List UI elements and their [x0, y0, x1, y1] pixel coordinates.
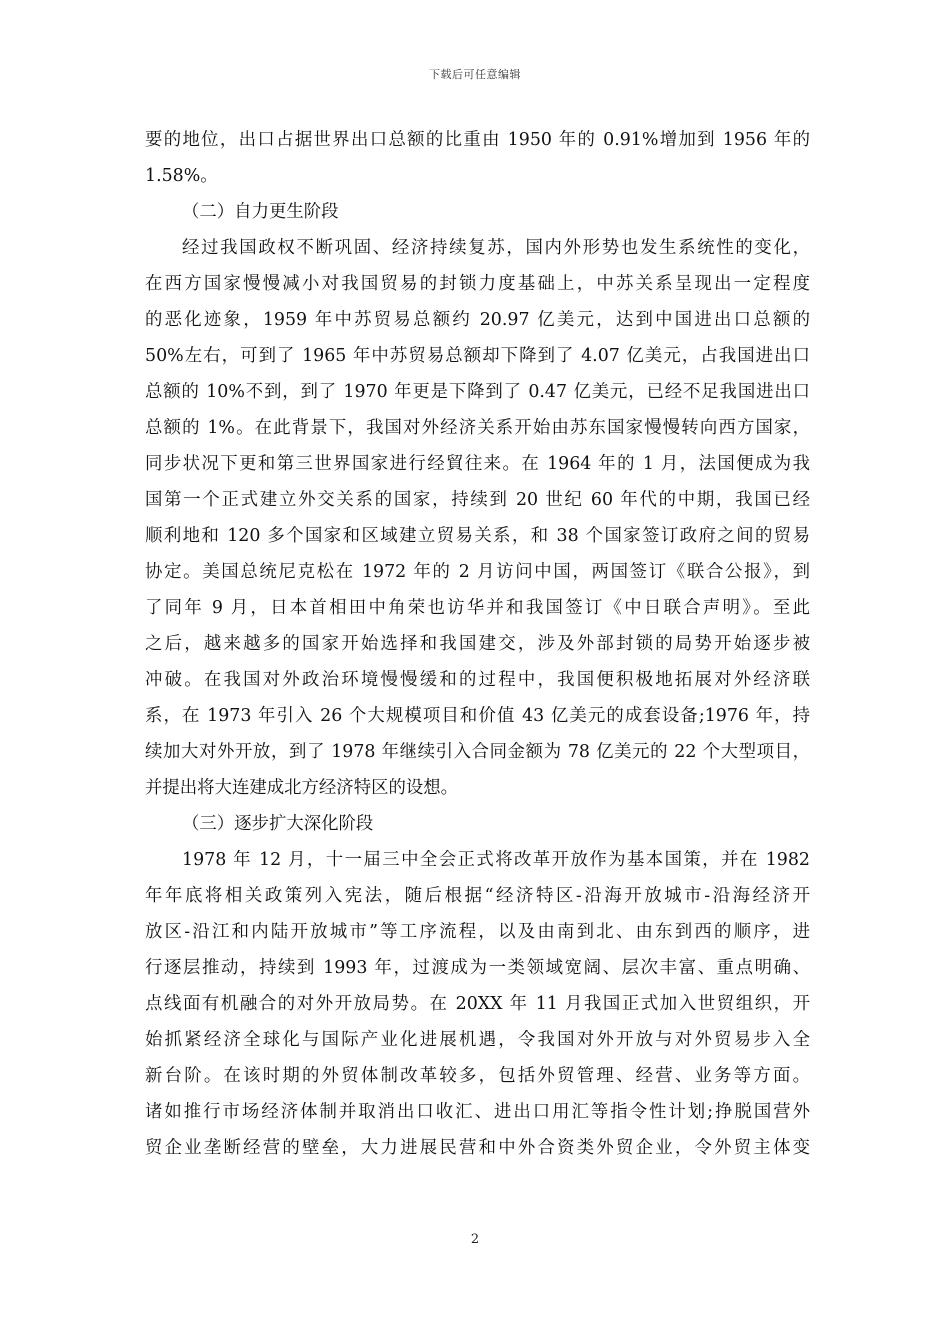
- text-line: 续加大对外开放，到了 1978 年继续引入合同金额为 78 亿美元的 22 个大型项目，: [145, 742, 810, 762]
- text-line: 并提出将大连建成北方经济特区的设想。: [145, 778, 459, 798]
- text-line: 同步状况下更和第三世界国家进行经貿往来。在 1964 年的 1 月，法国便成为我: [145, 454, 810, 474]
- text-line: 冲破。在我国对外政治环境慢慢缓和的过程中，我国便积极地拓展对外经济联: [145, 670, 810, 690]
- section-heading: （三）逐步扩大深化阶段: [182, 814, 374, 834]
- text-line: 总额的 1%。在此背景下，我国对外经济关系开始由苏东国家慢慢转向西方国家，: [145, 418, 810, 438]
- text-line: 行逐层推动，持续到 1993 年，过渡成为一类领域宽阔、层次丰富、重点明确、: [145, 958, 810, 978]
- text-line: 国第一个正式建立外交关系的国家，持续到 20 世纪 60 年代的中期，我国已经: [145, 490, 810, 510]
- text-line: 1978 年 12 月，十一届三中全会正式将改革开放作为基本国策，并在 1982: [182, 850, 810, 870]
- section-heading: （二）自力更生阶段: [182, 202, 339, 222]
- text-line: 之后，越来越多的国家开始选择和我国建交，涉及外部封锁的局势开始逐步被: [145, 634, 810, 654]
- text-line: 1.58%。: [145, 166, 218, 186]
- text-line: 顺利地和 120 多个国家和区域建立贸易关系，和 38 个国家签订政府之间的贸易: [145, 526, 810, 546]
- text-line: 点线面有机融合的对外开放局势。在 20XX 年 11 月我国正式加入世贸组织，开: [145, 994, 810, 1014]
- text-line: 放区-沿江和内陆开放城市”等工序流程，以及由南到北、由东到西的顺序，进: [145, 922, 810, 942]
- text-line: 要的地位，出口占据世界出口总额的比重由 1950 年的 0.91%增加到 1956 年的: [145, 130, 810, 150]
- text-line: 贸企业垄断经营的壁垒，大力进展民营和中外合资类外贸企业，令外贸主体变: [145, 1138, 810, 1158]
- text-line: 总额的 10%不到，到了 1970 年更是下降到了 0.47 亿美元，已经不足我国进出口: [145, 382, 810, 402]
- document-body: [145, 122, 810, 1166]
- text-line: 的恶化迹象，1959 年中苏贸易总额约 20.97 亿美元，达到中国进出口总额的: [145, 310, 810, 330]
- text-line: 诸如推行市场经济体制并取消出口收汇、进出口用汇等指令性计划;挣脱国营外: [145, 1102, 810, 1122]
- text-line: 协定。美国总统尼克松在 1972 年的 2 月访问中国，两国签订《联合公报》，到: [145, 562, 810, 582]
- text-line: 经过我国政权不断巩固、经济持续复苏，国内外形势也发生系统性的变化，: [182, 238, 810, 258]
- page-number: 2: [470, 1232, 480, 1247]
- text-line: 年年底将相关政策列入宪法，随后根据“经济特区-沿海开放城市-沿海经济开: [145, 886, 810, 906]
- text-line: 在西方国家慢慢减小对我国贸易的封锁力度基础上，中苏关系呈现出一定程度: [145, 274, 810, 294]
- text-line: 始抓紧经济全球化与国际产业化进展机遇，令我国对外开放与对外贸易步入全: [145, 1030, 810, 1050]
- text-line: 50%左右，可到了 1965 年中苏贸易总额却下降到了 4.07 亿美元，占我国进出口: [145, 346, 810, 366]
- page-header: 下载后可任意编辑: [429, 68, 521, 81]
- text-line: 了同年 9 月，日本首相田中角荣也访华并和我国签订《中日联合声明》。至此: [145, 598, 810, 618]
- text-line: 新台阶。在该时期的外贸体制改革较多，包括外贸管理、经营、业务等方面。: [145, 1066, 810, 1086]
- text-line: 系，在 1973 年引入 26 个大规模项目和价值 43 亿美元的成套设备;1976 年，持: [145, 706, 810, 726]
